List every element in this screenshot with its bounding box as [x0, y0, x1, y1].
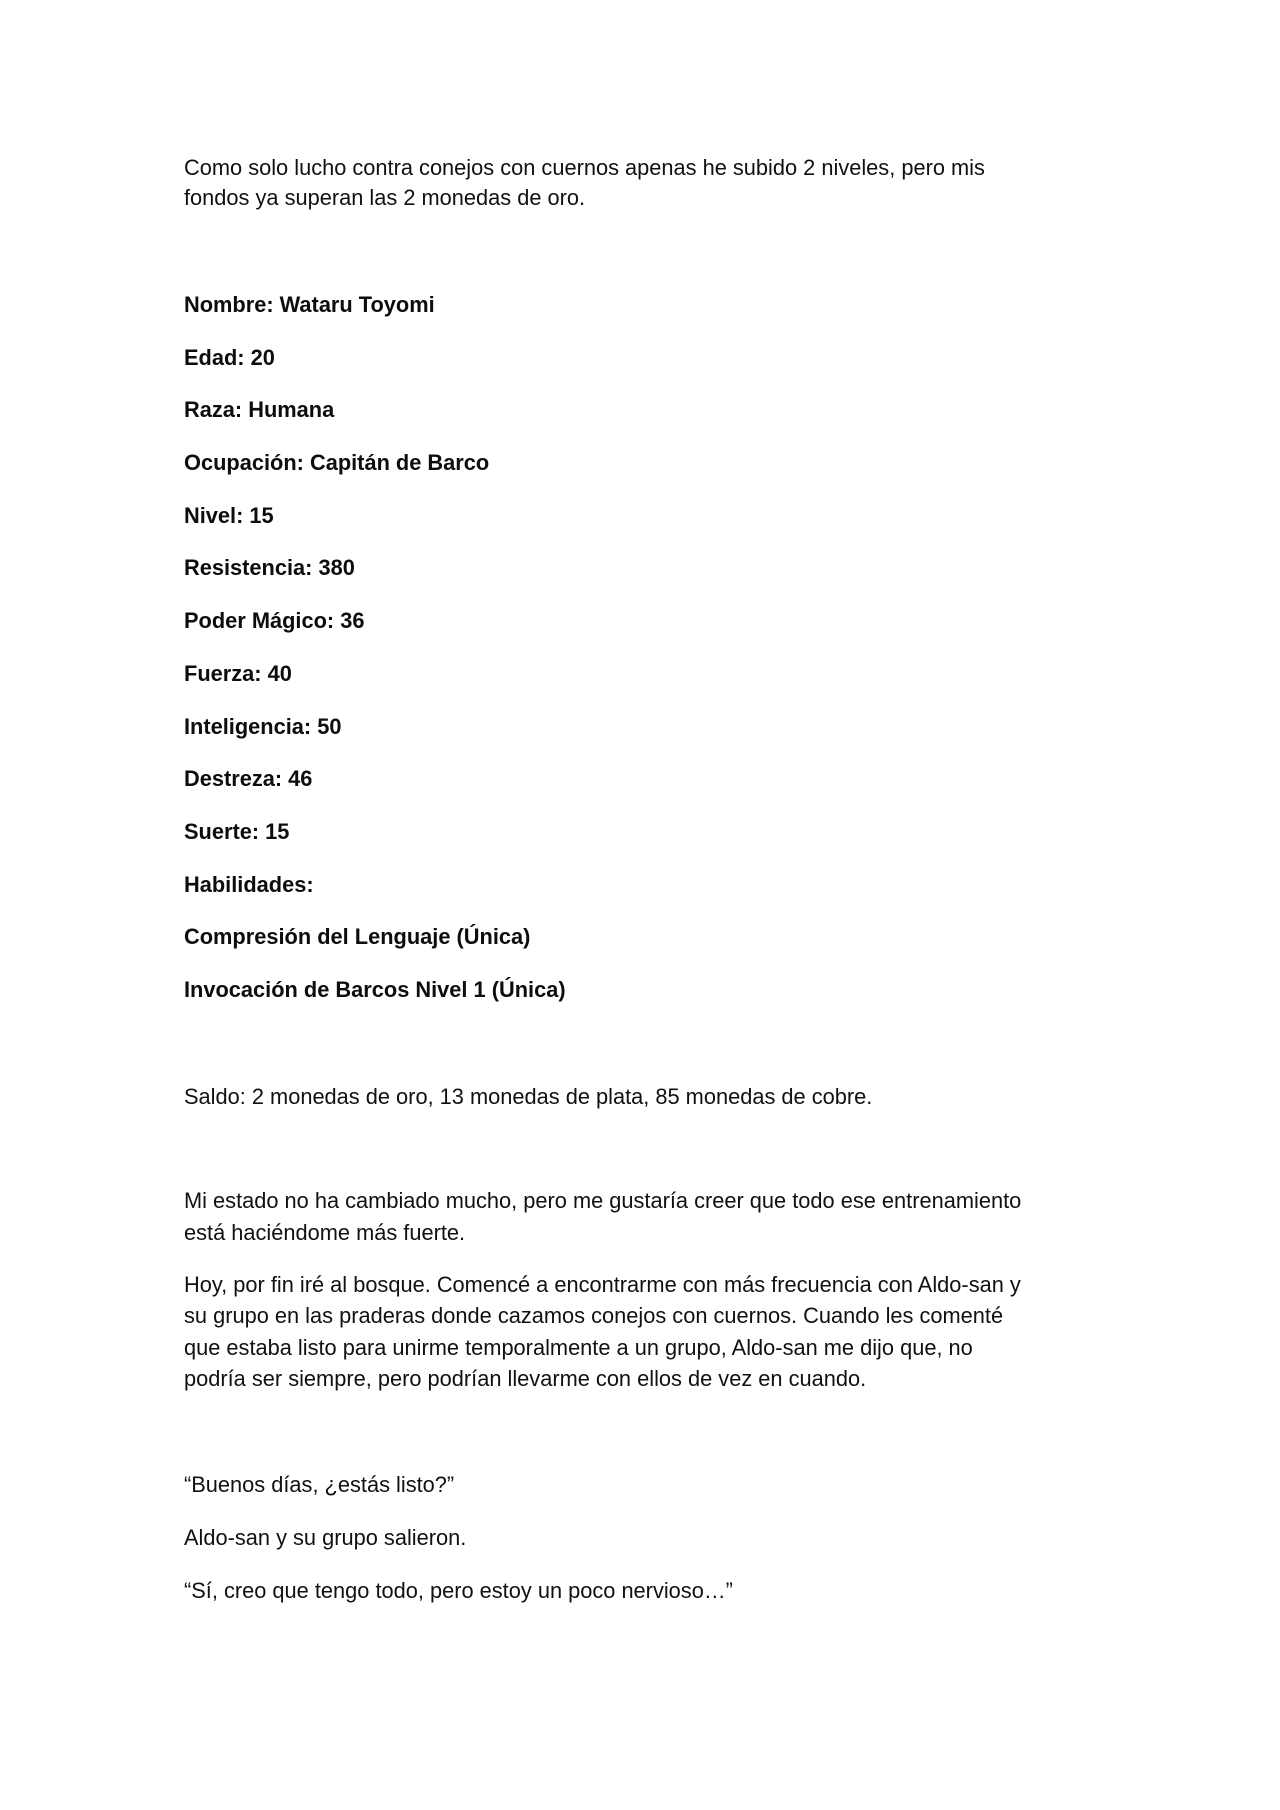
text-line: su grupo en las praderas donde cazamos conejos con cuernos. Cuando les comenté: [184, 1303, 1004, 1328]
status-level: Nivel: 15: [184, 503, 274, 528]
dialogue-line: “Buenos días, ¿estás listo?”: [184, 1472, 455, 1497]
narration-line: Aldo-san y su grupo salieron.: [184, 1525, 467, 1550]
text-line: podría ser siempre, pero podrían llevarme con ellos de vez en cuando.: [184, 1366, 867, 1391]
text-line: está haciéndome más fuerte.: [184, 1220, 466, 1245]
status-skill-item: Compresión del Lenguaje (Única): [184, 924, 531, 949]
status-magic-power: Poder Mágico: 36: [184, 608, 365, 633]
status-dexterity: Destreza: 46: [184, 766, 313, 791]
text-line: Mi estado no ha cambiado mucho, pero me gustaría creer que todo ese entrenamiento: [184, 1188, 1022, 1213]
status-race: Raza: Humana: [184, 397, 335, 422]
status-intelligence: Inteligencia: 50: [184, 714, 342, 739]
status-skills-heading: Habilidades:: [184, 872, 314, 897]
dialogue-line: “Sí, creo que tengo todo, pero estoy un poco nervioso…”: [184, 1578, 733, 1603]
status-luck: Suerte: 15: [184, 819, 290, 844]
status-occupation: Ocupación: Capitán de Barco: [184, 450, 490, 475]
text-line: Como solo lucho contra conejos con cuernos apenas he subido 2 niveles, pero mis: [184, 155, 985, 180]
balance-line: Saldo: 2 monedas de oro, 13 monedas de plata, 85 monedas de cobre.: [184, 1084, 873, 1109]
text-line: que estaba listo para unirme temporalmente a un grupo, Aldo-san me dijo que, no: [184, 1335, 973, 1360]
status-strength: Fuerza: 40: [184, 661, 292, 686]
status-skill-item: Invocación de Barcos Nivel 1 (Única): [184, 977, 566, 1002]
status-name: Nombre: Wataru Toyomi: [184, 292, 435, 317]
status-age: Edad: 20: [184, 345, 275, 370]
text-line: Hoy, por fin iré al bosque. Comencé a encontrarme con más frecuencia con Aldo-san y: [184, 1272, 1021, 1297]
status-resistance: Resistencia: 380: [184, 555, 355, 580]
text-line: fondos ya superan las 2 monedas de oro.: [184, 185, 586, 210]
